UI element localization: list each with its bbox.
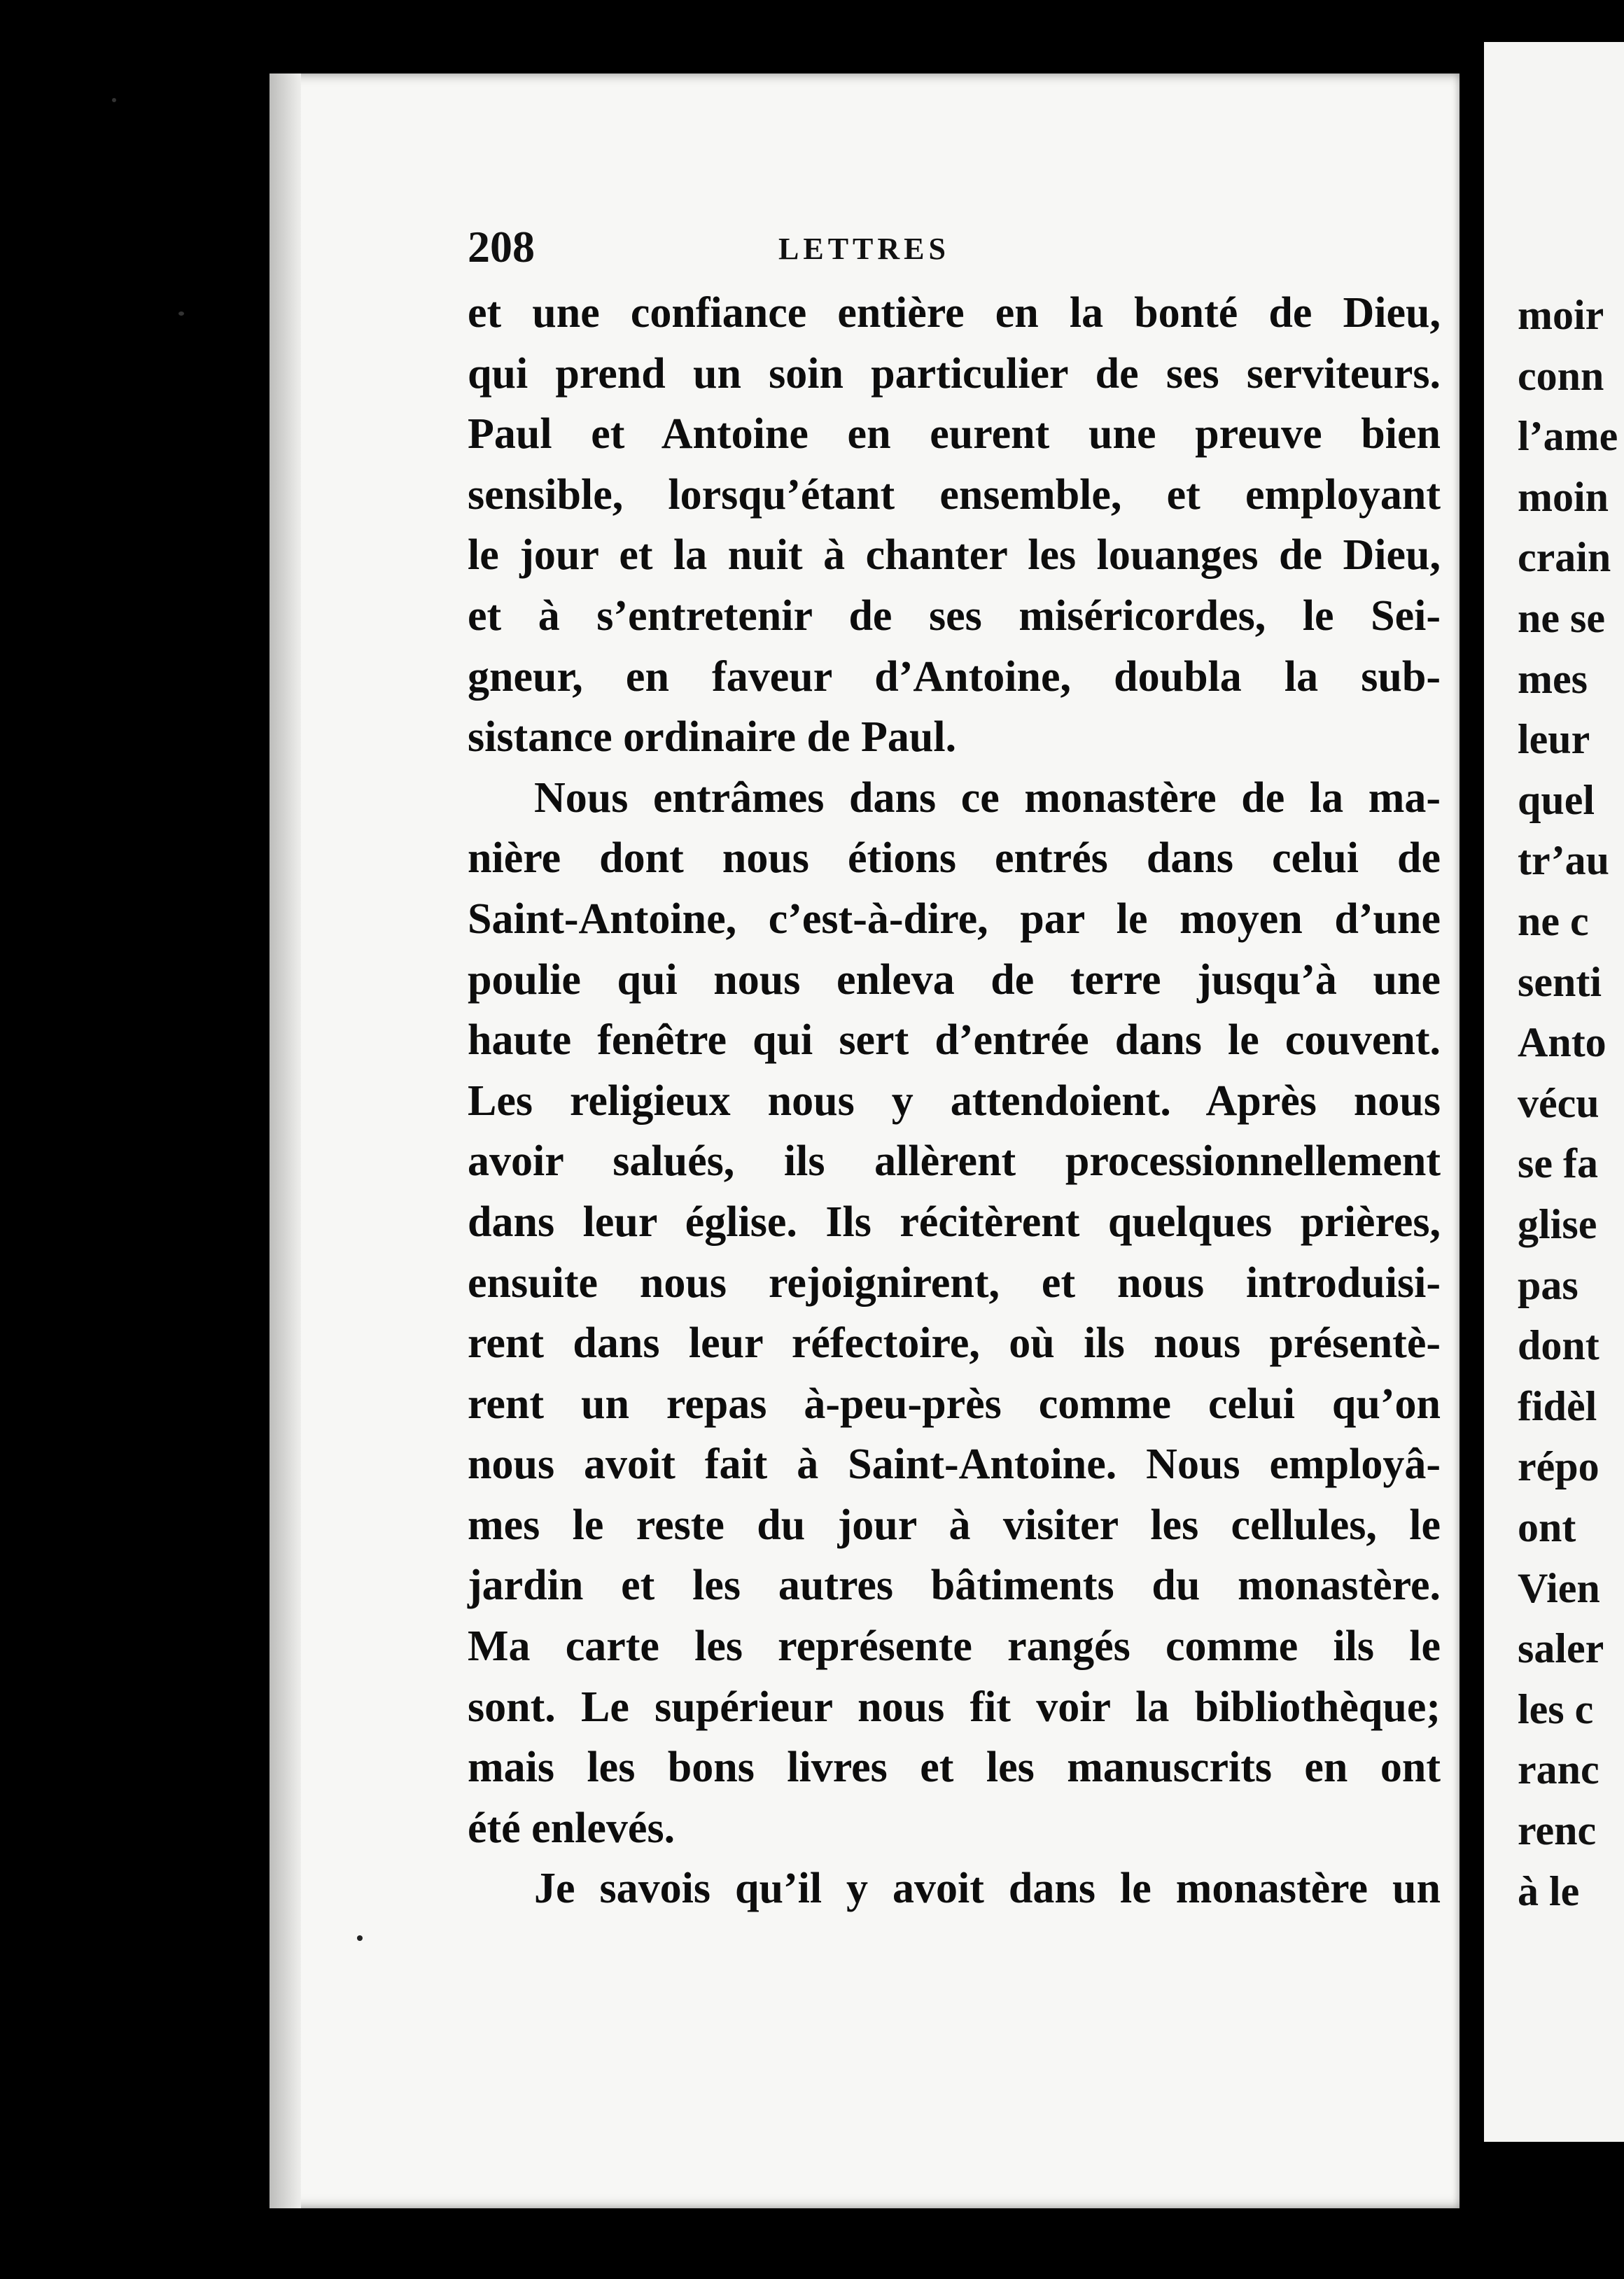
text-line: mes le reste du jour à visiter les cellules, le xyxy=(468,1501,1441,1549)
text-line: Ma carte les représente rangés comme ils le xyxy=(468,1622,1441,1671)
facing-page-line: tr’au xyxy=(1518,837,1610,884)
text-line: nous avoit fait à Saint-Antoine. Nous employâ- xyxy=(468,1440,1441,1489)
text-line: Je savois qu’il y avoit dans le monastère un xyxy=(534,1865,1441,1913)
text-line: et une confiance entière en la bonté de Dieu, xyxy=(468,289,1441,337)
text-line: le jour et la nuit à chanter les louanges de Dieu, xyxy=(468,531,1441,580)
text-line: Les religieux nous y attendoient. Après nous xyxy=(468,1077,1441,1125)
text-line: mais les bons livres et les manuscrits en ont xyxy=(468,1744,1441,1792)
scan-speck xyxy=(178,311,184,316)
facing-page-line: Anto xyxy=(1518,1019,1606,1066)
facing-page-line: vécu xyxy=(1518,1079,1600,1126)
facing-page-line: moir xyxy=(1518,292,1604,338)
facing-page-line: saler xyxy=(1518,1625,1604,1672)
running-head xyxy=(0,221,1600,277)
facing-page-line: renc xyxy=(1518,1807,1597,1853)
text-line: dans leur église. Ils récitèrent quelques prières, xyxy=(468,1198,1441,1246)
facing-page-line: glise xyxy=(1518,1201,1597,1247)
facing-page-line: crain xyxy=(1518,534,1611,581)
facing-page-line: moin xyxy=(1518,473,1609,520)
text-line: été enlevés. xyxy=(468,1804,676,1852)
body-text xyxy=(468,283,1441,1919)
facing-page-line: dont xyxy=(1518,1322,1600,1369)
facing-page-line: ont xyxy=(1518,1504,1576,1550)
text-line: qui prend un soin particulier de ses serviteurs. xyxy=(468,349,1441,398)
text-line: sont. Le supérieur nous fit voir la bibliothèque; xyxy=(468,1683,1441,1731)
facing-page-line: répo xyxy=(1518,1443,1600,1490)
facing-page-line: pas xyxy=(1518,1261,1578,1308)
text-line: poulie qui nous enleva de terre jusqu’à une xyxy=(468,955,1441,1004)
facing-page-line: se fa xyxy=(1518,1140,1598,1187)
text-line: haute fenêtre qui sert d’entrée dans le couvent. xyxy=(468,1016,1441,1065)
facing-page-line: mes xyxy=(1518,655,1588,702)
facing-page-line: ne c xyxy=(1518,898,1589,944)
text-line: avoir salués, ils allèrent processionnellement xyxy=(468,1137,1441,1186)
text-line: rent un repas à-peu-près comme celui qu’on xyxy=(468,1380,1441,1428)
scan-speck xyxy=(112,98,116,102)
text-line: rent dans leur réfectoire, où ils nous présentè- xyxy=(468,1319,1441,1368)
text-line: sistance ordinaire de Paul. xyxy=(468,713,957,762)
facing-page-line: ranc xyxy=(1518,1746,1600,1793)
facing-page-line: leur xyxy=(1518,716,1590,763)
page-gutter-shadow xyxy=(270,73,301,2208)
facing-page xyxy=(1484,42,1624,2142)
text-line: jardin et les autres bâtiments du monastère. xyxy=(468,1562,1441,1610)
running-title: LETTRES xyxy=(778,232,950,266)
facing-page-line: senti xyxy=(1518,958,1602,1005)
text-line: sensible, lorsqu’étant ensemble, et employant xyxy=(468,470,1441,519)
text-line: Nous entrâmes dans ce monastère de la ma- xyxy=(534,773,1441,822)
text-line: et à s’entretenir de ses miséricordes, le Sei- xyxy=(468,591,1441,640)
page-number: 208 xyxy=(468,222,535,272)
facing-page-line: les c xyxy=(1518,1685,1594,1732)
text-line: ensuite nous rejoignirent, et nous introduisi- xyxy=(468,1258,1441,1307)
facing-page-line: conn xyxy=(1518,352,1604,399)
facing-page-line: Vien xyxy=(1518,1564,1600,1611)
scan-speck xyxy=(357,1935,363,1941)
text-line: Paul et Antoine en eurent une preuve bien xyxy=(468,410,1441,458)
facing-page-line: l’ame xyxy=(1518,413,1618,460)
facing-page-line: quel xyxy=(1518,776,1595,823)
text-line: nière dont nous étions entrés dans celui de xyxy=(468,834,1441,883)
text-line: gneur, en faveur d’Antoine, doubla la sub- xyxy=(468,652,1441,701)
facing-page-line: à le xyxy=(1518,1867,1580,1914)
facing-page-line: fidèl xyxy=(1518,1382,1597,1429)
facing-page-line: ne se xyxy=(1518,595,1605,641)
text-line: Saint-Antoine, c’est-à-dire, par le moyen d’une xyxy=(468,895,1441,943)
